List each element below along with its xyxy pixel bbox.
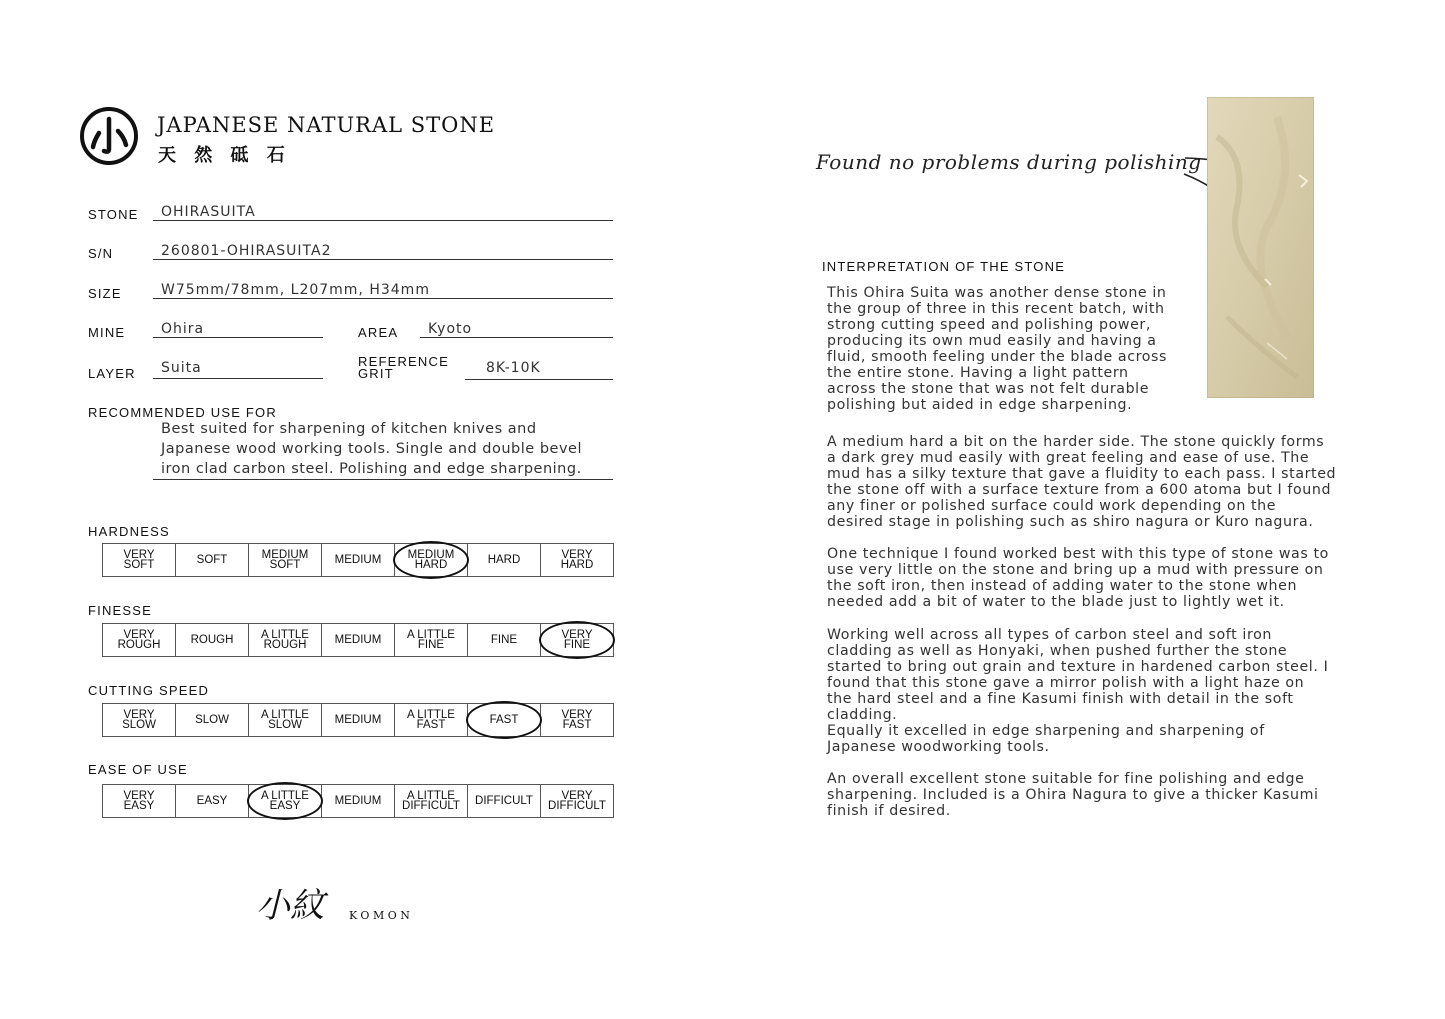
ease-option-label (475, 796, 533, 806)
option-label-line: VERY (561, 709, 593, 721)
ease-option-label (197, 796, 228, 806)
option-label-line: HARD (560, 559, 594, 571)
option-label-line: SLOW (268, 719, 302, 731)
ease-option-3 (322, 785, 395, 817)
area-label: AREA (358, 325, 399, 340)
option-label-line: DIFFICULT (548, 800, 606, 812)
option-label-line: VERY (123, 790, 155, 802)
cutting-option-2 (249, 704, 322, 736)
option-label-line: FAST (416, 719, 446, 731)
brand-subtitle-jp: 天 然 砥 石 (158, 145, 291, 166)
option-label-line: A LITTLE (407, 790, 455, 802)
hardness-title: HARDNESS (88, 524, 170, 539)
hardness-option-label (197, 555, 228, 565)
hardness-option-label (488, 555, 521, 565)
option-label-line: VERY (561, 629, 593, 641)
ease-option-label (261, 791, 309, 811)
option-label-line: DIFFICULT (402, 800, 460, 812)
ease-option-label (402, 791, 460, 811)
hardness-option-1 (176, 544, 249, 576)
finesse-title: FINESSE (88, 603, 153, 618)
sn-underline (153, 259, 613, 260)
paragraph-5 (827, 771, 1367, 819)
option-label-line: EASY (196, 795, 228, 807)
ease-option-label (123, 791, 154, 811)
finesse-scale (102, 623, 614, 657)
paragraph-line: One technique I found worked best with this type of stone was to (827, 546, 1329, 562)
option-label-line: A LITTLE (261, 790, 309, 802)
option-label-line: VERY (123, 549, 155, 561)
cutting-speed-scale (102, 703, 614, 737)
paragraph-line: needed add a bit of water to the blade just to lightly wet it. (827, 594, 1285, 610)
size-value: W75mm/78mm, L207mm, H34mm (161, 282, 430, 298)
ease-option-6 (541, 785, 613, 817)
sn-label: S/N (88, 246, 114, 261)
cutting-option-0 (103, 704, 176, 736)
option-label-line: SOFT (196, 554, 228, 566)
paragraph-line: Japanese woodworking tools. (827, 739, 1050, 755)
option-label-line: MEDIUM (407, 549, 455, 561)
paragraph-line: mud has a silky texture that gave a fluidity to each pass. I started (827, 466, 1337, 482)
option-label-line: EASY (123, 800, 155, 812)
finesse-option-label (335, 635, 382, 645)
finesse-option-1 (176, 624, 249, 656)
paragraph-line: the entire stone. Having a light pattern (827, 365, 1129, 381)
option-label-line: VERY (561, 790, 593, 802)
option-label-line: HARD (414, 559, 448, 571)
option-label-line: MEDIUM (334, 634, 382, 646)
finesse-option-label (118, 630, 161, 650)
paragraph-line: cladding. (827, 707, 898, 723)
option-label-line: EASY (269, 800, 301, 812)
finesse-option-label (261, 630, 309, 650)
mine-underline (153, 337, 323, 338)
option-label-line: FAST (562, 719, 592, 731)
paragraph-line: sharpening. Included is a Ohira Nagura to give a thicker Kasumi (827, 787, 1319, 803)
layer-underline (153, 378, 323, 379)
reference-label-line1: REFERENCE (358, 354, 449, 369)
option-label-line: MEDIUM (261, 549, 309, 561)
hardness-option-label (408, 550, 455, 570)
option-label-line: A LITTLE (407, 629, 455, 641)
paragraph-line: started to bring out grain and texture in hardened carbon steel. I (827, 659, 1329, 675)
finesse-option-label (191, 635, 234, 645)
hardness-scale (102, 543, 614, 577)
option-label-line: SLOW (195, 714, 229, 726)
size-underline (153, 298, 613, 299)
paragraph-line: across the stone that was not felt durable (827, 381, 1150, 397)
option-label-line: DIFFICULT (475, 795, 533, 807)
option-label-line: ROUGH (117, 639, 161, 651)
paragraph-line: This Ohira Suita was another dense stone in (827, 285, 1167, 301)
sn-value: 260801-OHIRASUITA2 (161, 243, 332, 259)
hardness-option-5 (468, 544, 541, 576)
paragraph-line: strong cutting speed and polishing power, (827, 317, 1151, 333)
finesse-option-4 (395, 624, 468, 656)
paragraph-line: found that this stone gave a mirror polish with a light haze on (827, 675, 1305, 691)
option-label-line: ROUGH (263, 639, 307, 651)
paragraph-line: producing its own mud easily and having a (827, 333, 1157, 349)
paragraph-line: use very little on the stone and bring up a mud with pressure on (827, 562, 1324, 578)
komon-crest-logo (80, 107, 138, 165)
finesse-option-0 (103, 624, 176, 656)
ease-option-4 (395, 785, 468, 817)
ease-option-label (548, 791, 606, 811)
hardness-option-3 (322, 544, 395, 576)
recommended-text: Best suited for sharpening of kitchen knives and Japanese wood working tools. Single and double bevel iron clad carbon steel. Polishing and edge sharpening. (161, 421, 582, 477)
finesse-option-label (561, 630, 592, 650)
cutting-option-4 (395, 704, 468, 736)
paragraph-line: the soft iron, then instead of adding water to the stone when (827, 578, 1298, 594)
paragraph-line: finish if desired. (827, 803, 951, 819)
option-label-line: FINE (490, 634, 518, 646)
ease-option-5 (468, 785, 541, 817)
size-label: SIZE (88, 286, 122, 301)
ease-option-1 (176, 785, 249, 817)
option-label-line: MEDIUM (334, 554, 382, 566)
cutting-option-label (195, 715, 229, 725)
cutting-option-label (122, 710, 156, 730)
cutting-option-label (407, 710, 455, 730)
option-label-line: VERY (123, 629, 155, 641)
reference-grit-label (358, 356, 449, 380)
hardness-option-label (561, 550, 594, 570)
komon-wordmark: KOMON (349, 909, 414, 922)
option-label-line: ROUGH (190, 634, 234, 646)
option-label-line: VERY (561, 549, 593, 561)
cutting-option-label (335, 715, 382, 725)
option-label-line: A LITTLE (261, 629, 309, 641)
paragraph-line: cladding as well as Honyaki, when pushed further the stone (827, 643, 1288, 659)
grit-label-line2: GRIT (358, 366, 394, 381)
hardness-option-2 (249, 544, 322, 576)
option-label-line: A LITTLE (407, 709, 455, 721)
area-underline (420, 337, 613, 338)
option-label-line: FINE (417, 639, 445, 651)
hardness-option-label (123, 550, 154, 570)
option-label-line: HARD (487, 554, 521, 566)
option-label-line: VERY (123, 709, 155, 721)
hardness-option-label (262, 550, 309, 570)
brand-title: JAPANESE NATURAL STONE (157, 113, 496, 137)
hardness-option-label (335, 555, 382, 565)
reference-grit-value: 8K-10K (486, 360, 541, 376)
paragraph-2 (827, 434, 1367, 530)
cutting-option-label (261, 710, 309, 730)
recommended-underline (153, 479, 613, 480)
stone-value: OHIRASUITA (161, 204, 256, 220)
area-value: Kyoto (428, 321, 473, 337)
cutting-option-1 (176, 704, 249, 736)
hardness-option-6 (541, 544, 613, 576)
paragraph-4 (827, 627, 1367, 755)
paragraph-1 (827, 285, 1187, 413)
finesse-option-6-selected (541, 624, 613, 656)
layer-value: Suita (161, 360, 202, 376)
stone-underline (153, 220, 613, 221)
finesse-option-label (407, 630, 455, 650)
stone-label: STONE (88, 207, 139, 222)
whetstone-image (1207, 97, 1314, 398)
ease-of-use-scale (102, 784, 614, 818)
komon-crest-icon (88, 115, 130, 157)
option-label-line: SOFT (123, 559, 155, 571)
option-label-line: SOFT (269, 559, 301, 571)
finesse-option-3 (322, 624, 395, 656)
layer-label: LAYER (88, 366, 136, 381)
handwritten-note: Found no problems during polishing (816, 150, 1202, 174)
paragraph-3 (827, 546, 1367, 610)
paragraph-line: A medium hard a bit on the harder side. The stone quickly forms (827, 434, 1325, 450)
paragraph-line: fluid, smooth feeling under the blade across (827, 349, 1167, 365)
paragraph-line: a dark grey mud easily with great feeling and ease of use. The (827, 450, 1310, 466)
hardness-option-4-selected (395, 544, 468, 576)
ease-option-2-selected (249, 785, 322, 817)
paragraph-line: the stone off with a surface texture from a 600 atoma but I found (827, 482, 1332, 498)
paragraph-line: An overall excellent stone suitable for fine polishing and edge (827, 771, 1305, 787)
paragraph-line: the group of three in this recent batch, with (827, 301, 1165, 317)
paragraph-line: Equally it excelled in edge sharpening and sharpening of (827, 723, 1265, 739)
finesse-option-2 (249, 624, 322, 656)
cutting-option-6 (541, 704, 613, 736)
cutting-option-label (561, 710, 592, 730)
mine-value: Ohira (161, 321, 205, 337)
ease-option-0 (103, 785, 176, 817)
option-label-line: MEDIUM (334, 714, 382, 726)
cutting-speed-title: CUTTING SPEED (88, 683, 210, 698)
recommended-label: RECOMMENDED USE FOR (88, 405, 277, 420)
paragraph-line: polishing but aided in edge sharpening. (827, 397, 1133, 413)
option-label-line: SLOW (122, 719, 156, 731)
paragraph-line: desired stage in polishing such as shiro nagura or Kuro nagura. (827, 514, 1314, 530)
cutting-option-label (490, 715, 519, 725)
finesse-option-5 (468, 624, 541, 656)
cutting-option-5-selected (468, 704, 541, 736)
option-label-line: FAST (489, 714, 519, 726)
reference-grit-underline (465, 379, 613, 380)
paragraph-line: Working well across all types of carbon steel and soft iron (827, 627, 1272, 643)
ease-option-label (335, 796, 382, 806)
cutting-option-3 (322, 704, 395, 736)
interpretation-title: INTERPRETATION OF THE STONE (822, 259, 1066, 274)
paragraph-line: the hard steel and a fine Kasumi finish with detail in the soft (827, 691, 1294, 707)
option-label-line: MEDIUM (334, 795, 382, 807)
finesse-option-label (491, 635, 517, 645)
ease-of-use-title: EASE OF USE (88, 762, 188, 777)
option-label-line: FINE (563, 639, 591, 651)
paragraph-line: any finer or polished surface could work depending on the (827, 498, 1277, 514)
option-label-line: A LITTLE (261, 709, 309, 721)
mine-label: MINE (88, 325, 126, 340)
hardness-option-0 (103, 544, 176, 576)
komon-mark: 小紋 (256, 886, 324, 926)
